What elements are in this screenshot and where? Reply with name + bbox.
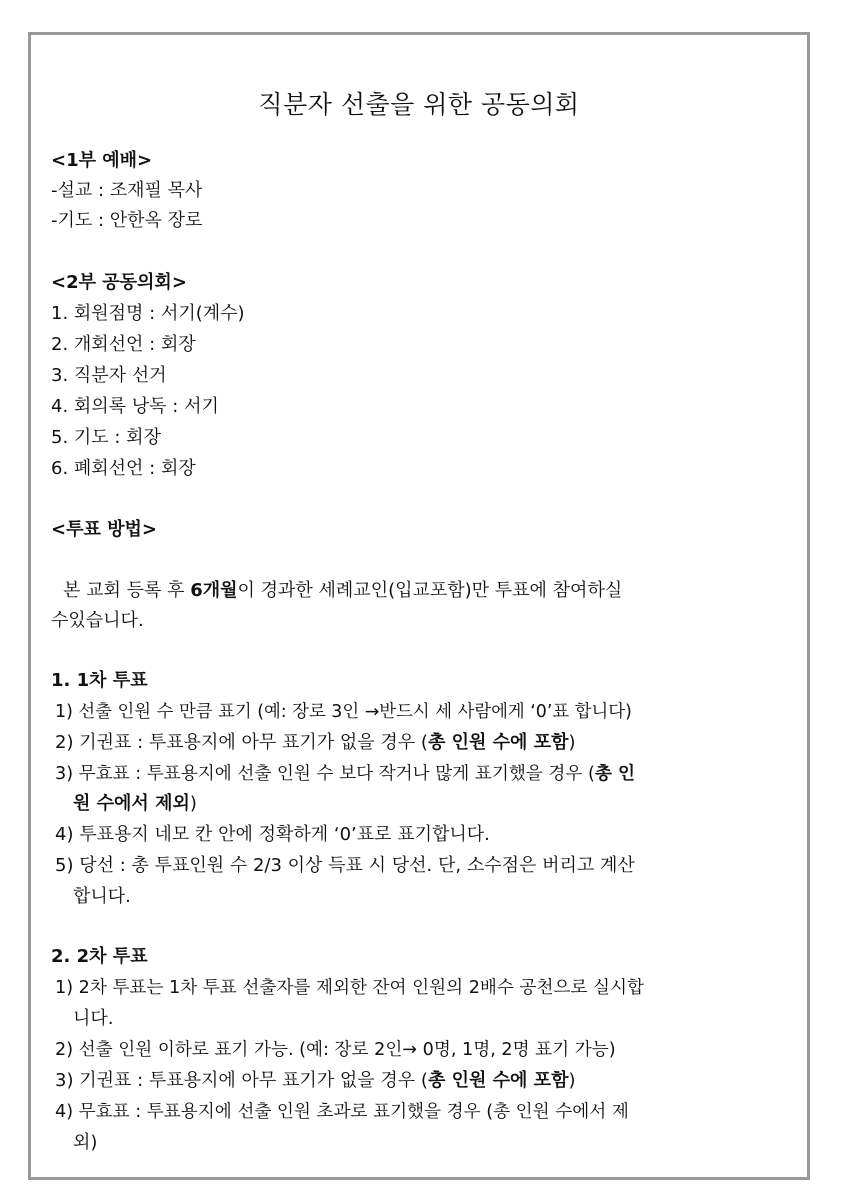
part2-item: 5. 기도 : 회장 — [51, 427, 161, 448]
round1-rule-4: 4) 투표용지 네모 칸 안에 정확하게 ‘0’표로 표기합니다. — [55, 824, 490, 845]
round1-rule-3-line2-bold: 원 수에서 제외 — [73, 793, 190, 814]
round2-rule-3 — [55, 1069, 575, 1093]
round2-rule-3-pre: 3) 기권표 : 투표용지에 아무 표기가 없을 경우 ( — [55, 1070, 428, 1091]
round2-rule-3-bold: 총 인원 수에 포함 — [427, 1070, 569, 1091]
part2-item: 6. 폐회선언 : 회장 — [51, 458, 196, 479]
part2-item: 3. 직분자 선거 — [51, 365, 167, 386]
round1-rule-2-bold: 총 인원 수에 포함 — [427, 732, 569, 753]
part2-heading: <2부 공동의회> — [51, 272, 187, 293]
voting-intro-line2: 수있습니다. — [51, 610, 144, 631]
round1-rule-5-line2: 합니다. — [73, 886, 131, 907]
round1-rule-2-pre: 2) 기권표 : 투표용지에 아무 표기가 없을 경우 ( — [55, 732, 428, 753]
round1-rule-3-line2-post: ) — [189, 793, 197, 814]
round2-rule-3-post: ) — [568, 1070, 576, 1091]
voting-intro-bold: 6개월 — [190, 580, 238, 601]
round1-rule-5: 5) 당선 : 총 투표인원 수 2/3 이상 득표 시 당선. 단, 소수점은 버리고 계산 — [55, 855, 635, 876]
part2-item: 1. 회원점명 : 서기(계수) — [51, 303, 245, 324]
round1-rule-1: 1) 선출 인원 수 만큼 표기 (예: 장로 3인 →반드시 세 사람에게 ‘0’표 합니다) — [55, 702, 632, 722]
voting-intro — [63, 579, 622, 603]
round1-rule-3-bold: 총 인 — [594, 764, 635, 784]
round1-heading: 1. 1차 투표 — [51, 670, 148, 691]
round1-rule-3-line2 — [73, 792, 197, 816]
part1-item-sermon: -설교 : 조재필 목사 — [51, 180, 203, 201]
document-page — [28, 32, 810, 1180]
voting-intro-pre: 본 교회 등록 후 — [63, 580, 191, 601]
round2-rule-1-line2: 니다. — [73, 1008, 114, 1029]
round2-heading: 2. 2차 투표 — [51, 946, 148, 967]
part2-item: 4. 회의록 낭독 : 서기 — [51, 396, 219, 417]
part2-item: 2. 개회선언 : 회장 — [51, 334, 196, 355]
voting-heading: <투표 방법> — [51, 519, 157, 540]
round2-rule-1: 1) 2차 투표는 1차 투표 선출자를 제외한 잔여 인원의 2배수 공천으로 실시합 — [55, 978, 645, 998]
document-title: 직분자 선출을 위한 공동의회 — [258, 90, 580, 119]
part1-item-prayer: -기도 : 안한옥 장로 — [51, 210, 203, 231]
round1-rule-3-pre: 3) 무효표 : 투표용지에 선출 인원 수 보다 작거나 많게 표기했을 경우 ( — [55, 764, 595, 784]
round1-rule-2 — [55, 731, 575, 755]
round2-rule-4-line2: 외) — [73, 1132, 98, 1153]
round2-rule-2: 2) 선출 인원 이하로 표기 가능. (예: 장로 2인→ 0명, 1명, 2명 표기 가능) — [55, 1040, 616, 1060]
voting-intro-post: 이 경과한 세례교인(입교포함)만 투표에 참여하실 — [237, 580, 623, 601]
part1-heading: <1부 예배> — [51, 150, 153, 171]
round1-rule-3 — [55, 762, 635, 786]
round1-rule-2-post: ) — [568, 732, 576, 753]
round2-rule-4: 4) 무효표 : 투표용지에 선출 인원 초과로 표기했을 경우 (총 인원 수에서 제 — [55, 1102, 629, 1122]
